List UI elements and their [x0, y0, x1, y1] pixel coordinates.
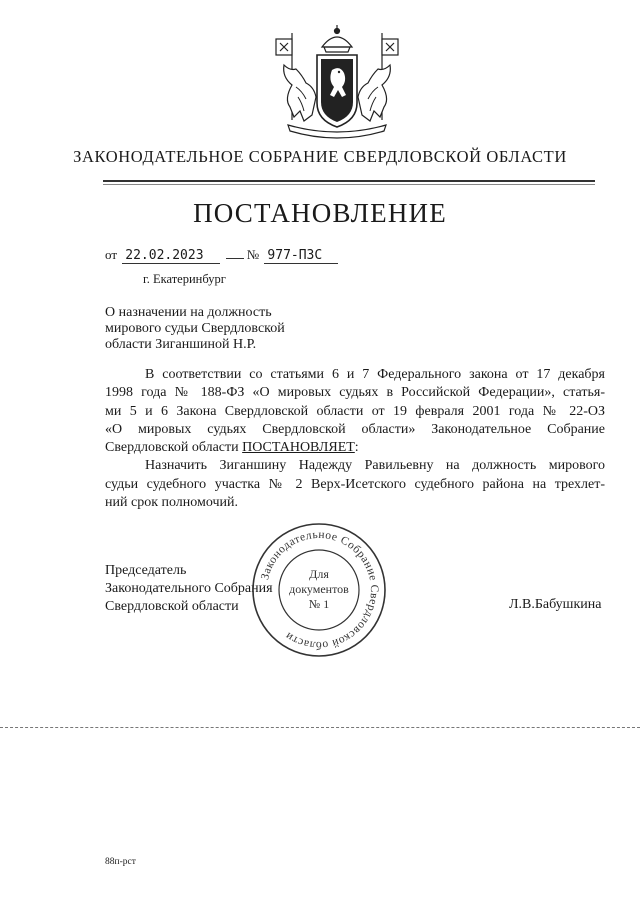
resolution-suffix: :: [354, 440, 359, 456]
header-divider-thin: [103, 184, 595, 185]
body-line: Назначить Зиганшину Надежду Равильевну на должность мирового: [145, 458, 605, 474]
footer-code: 88п-рст: [105, 857, 136, 867]
signer-position-line: Председатель: [105, 563, 187, 578]
body-line: «О мировых судьях Свердловской области» Законодательное Собрание: [105, 421, 605, 437]
stamp-center-line: № 1: [308, 597, 330, 611]
stamp-center-line: документов: [289, 582, 349, 596]
footer-divider: [0, 727, 640, 728]
subject-line: О назначении на должность: [105, 305, 272, 320]
organization-title: ЗАКОНОДАТЕЛЬНОЕ СОБРАНИЕ СВЕРДЛОВСКОЙ ОБЛАСТИ: [73, 147, 567, 166]
body-line: 1998 года № 188-ФЗ «О мировых судьях в Российской Федерации», статья-: [105, 385, 605, 401]
header-divider-thick: [103, 180, 595, 182]
date-number-underline: [226, 258, 244, 259]
document-type-title: ПОСТАНОВЛЕНИЕ: [193, 198, 447, 228]
signer-position: [105, 562, 273, 616]
signer-position-line: Свердловской области: [105, 599, 239, 614]
document-number: 977-ПЗС: [264, 248, 338, 264]
stamp-ring-text: Законодательное Собрание Свердловской области: [259, 528, 381, 652]
document-body: [105, 366, 605, 512]
signer-name: Л.В.Бабушкина: [509, 597, 602, 612]
coat-of-arms-emblem: [262, 25, 412, 140]
body-line: ми 5 и 6 Закона Свердловской области от 19 февраля 2001 года № 22-ОЗ: [105, 403, 605, 419]
resolution-prefix: Свердловской области: [105, 440, 243, 456]
official-round-stamp: [249, 520, 389, 660]
number-prefix: №: [246, 247, 260, 262]
subject-line: мирового судьи Свердловской: [105, 321, 285, 336]
date-prefix: от: [105, 247, 118, 262]
signer-position-line: Законодательного Собрания: [105, 581, 273, 596]
body-line-resolution: [105, 439, 605, 457]
document-meta-line: [105, 247, 340, 264]
body-line: ний срок полномочий.: [105, 495, 239, 511]
document-subject: [105, 305, 365, 353]
body-line: судьи судебного участка № 2 Верх-Исетского судебного района на трехлет-: [105, 476, 605, 492]
subject-line: области Зиганшиной Н.Р.: [105, 337, 257, 352]
resolution-keyword: ПОСТАНОВЛЯЕТ: [242, 440, 355, 456]
body-line: В соответствии со статьями 6 и 7 Федерального закона от 17 декабря: [145, 367, 605, 382]
document-city: г. Екатеринбург: [143, 272, 226, 286]
document-date: 22.02.2023: [122, 248, 220, 264]
stamp-center-line: Для: [309, 567, 329, 581]
